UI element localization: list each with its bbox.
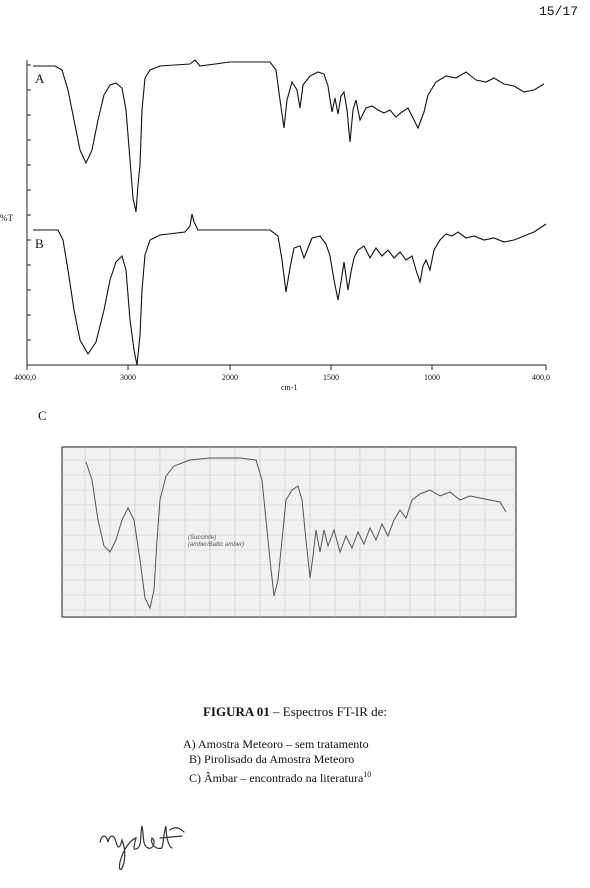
x-axis-label: cm-1 bbox=[281, 383, 298, 392]
reference-inset-label-line2: (amber/Baltic amber) bbox=[188, 542, 245, 548]
x-tick-label: 1000 bbox=[424, 373, 440, 382]
x-tick-label: 2000 bbox=[222, 373, 238, 382]
legend-item-a: A) Amostra Meteoro – sem tratamento bbox=[183, 737, 369, 751]
legend-item-c: C) Âmbar – encontrado na literatura bbox=[189, 771, 364, 785]
x-tick-label: 3000 bbox=[120, 373, 136, 382]
page-number: 15/17 bbox=[538, 4, 578, 19]
legend-list bbox=[183, 737, 371, 786]
spectrum-a-line bbox=[33, 60, 544, 212]
spectrum-b-line bbox=[33, 214, 546, 365]
panel-label-b: B bbox=[35, 236, 44, 251]
figure-title: FIGURA 01 bbox=[202, 704, 270, 719]
panel-label-c: C bbox=[38, 408, 47, 423]
figure-title-dash: – bbox=[269, 704, 283, 719]
x-axis-ticks bbox=[27, 365, 546, 370]
reference-inset-label-line1: (Succinite) bbox=[188, 535, 217, 541]
figure-caption bbox=[0, 704, 590, 720]
legend-item-c-row bbox=[183, 767, 371, 786]
y-axis-label: %T bbox=[0, 213, 13, 223]
x-tick-label: 400,0 bbox=[532, 373, 550, 382]
reference-inset-label bbox=[188, 535, 244, 549]
x-tick-label: 1500 bbox=[323, 373, 339, 382]
legend-superscript: 10 bbox=[363, 770, 372, 779]
figure-caption-text: Espectros FT-IR de: bbox=[282, 704, 388, 719]
panel-label-a: A bbox=[35, 71, 45, 86]
x-tick-label: 4000,0 bbox=[14, 373, 36, 382]
reference-spectrum-c bbox=[62, 447, 516, 617]
legend-item-b: B) Pirolisado da Amostra Meteoro bbox=[189, 752, 355, 766]
y-axis-ticks bbox=[27, 65, 31, 340]
